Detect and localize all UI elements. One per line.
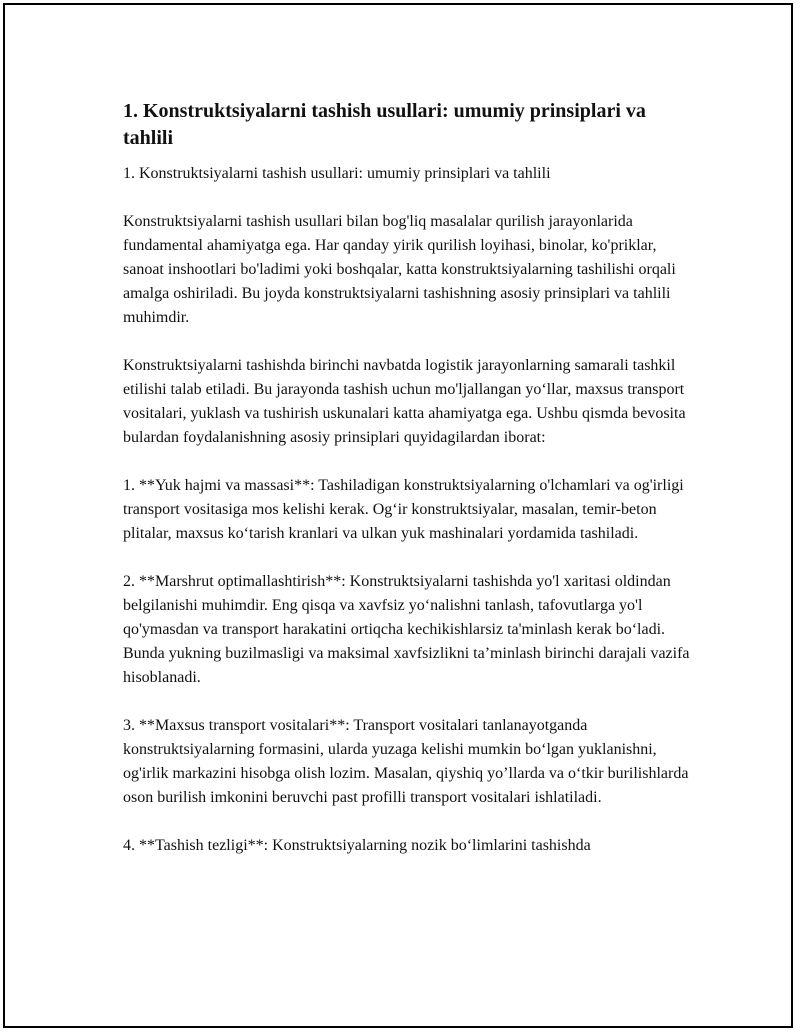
document-subtitle: 1. Konstruktsiyalarni tashish usullari: umumiy prinsiplari va tahlili [123,165,551,182]
list-item-4: 4. **Tashish tezligi**: Konstruktsiyalarning nozik bo‘limlarini tashishda [123,837,591,854]
paragraph-intro: Konstruktsiyalarni tashish usullari bilan bog'liq masalalar qurilish jarayonlarida fundamental ahamiyatga ega. Har qanday yirik qurilish loyihasi, binolar, ko'priklar, sanoat inshootlari bo'ladimi yoki boshqalar, katta konstruktsiyalarning tashilishi orqali amalga oshiriladi. Bu joyda konstruktsiyalarni tashishning asosiy prinsiplari va tahlili muhimdir. [123,213,676,326]
page-frame [3,3,793,1028]
list-item-3: 3. **Maxsus transport vositalari**: Transport vositalari tanlanayotganda konstruktsiyalarning formasini, ularda yuzaga kelishi mumkin bo‘lgan yuklanishni, og'irlik markazini hisobga olish lozim. Masalan, qiyshiq yo’llarda va o‘tkir burilishlarda oson burilish imkonini beruvchi past profilli transport vositalari ishlatiladi. [123,717,689,806]
document-body [123,98,695,858]
document-title: 1. Konstruktsiyalarni tashish usullari: umumiy prinsiplari va tahlili [123,100,646,149]
list-item-2: 2. **Marshrut optimallashtirish**: Konstruktsiyalarni tashishda yo'l xaritasi oldindan belgilanishi muhimdir. Eng qisqa va xavfsiz yo‘nalishni tanlash, tafovutlarga yo'l qo'ymasdan va transport harakatini ortiqcha kechikishlarsiz ta'minlash kerak bo‘ladi. Bunda yukning buzilmasligi va maksimal xavfsizlikni ta’minlash birinchi darajali vazifa hisoblanadi. [123,573,690,686]
paragraph-logistics: Konstruktsiyalarni tashishda birinchi navbatda logistik jarayonlarning samarali tashkil etilishi talab etiladi. Bu jarayonda tashish uchun mo'ljallangan yo‘llar, maxsus transport vositalari, yuklash va tushirish uskunalari katta ahamiyatga ega. Ushbu qismda bevosita bulardan foydalanishning asosiy prinsiplari quyidagilardan iborat: [123,357,686,446]
list-item-1: 1. **Yuk hajmi va massasi**: Tashiladigan konstruktsiyalarning o'lchamlari va og'irligi transport vositasiga mos kelishi kerak. Og‘ir konstruktsiyalar, masalan, temir-beton plitalar, maxsus ko‘tarish kranlari va ulkan yuk mashinalari yordamida tashiladi. [123,477,684,542]
